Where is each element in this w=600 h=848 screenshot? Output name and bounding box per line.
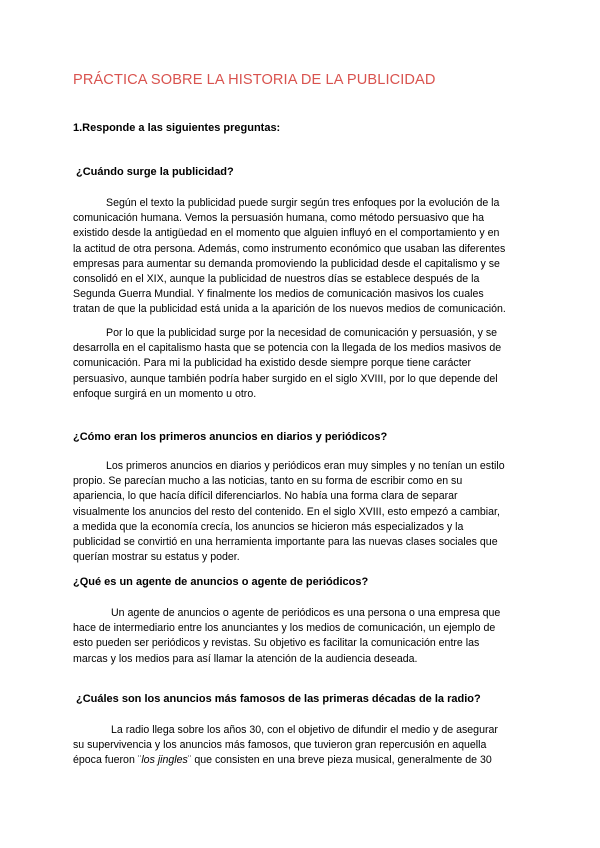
document-title: PRÁCTICA SOBRE LA HISTORIA DE LA PUBLICIDAD [73,72,436,88]
instruction-heading: 1.Responde a las siguientes preguntas: [73,122,281,134]
text-line: la actitud de otra persona. Además, como instrumento económico que usaban las diferentes [73,242,506,255]
answer-paragraph [73,459,529,565]
text-line: existido desde la antigüedad en el momento que alguien influyó en el comportamiento y en [73,227,500,240]
text-line: hace de intermediario entre los anunciantes y los medios de comunicación, un ejemplo de [73,622,496,635]
answer-paragraph [73,723,529,769]
text-line: enfoque surgirá en un momento u otro. [73,387,257,400]
text-line: Según el texto la publicidad puede surgir según tres enfoques por la evolución de la [106,197,500,209]
text-line: Un agente de anuncios o agente de periódicos es una persona o una empresa que [111,607,501,619]
text-line-mixed [73,753,529,768]
text-line: apariencia, lo que hacía difícil diferenciarlos. No había una forma clara de separar [73,490,458,503]
text-line: desarrolla en el capitalismo hasta que se potencia con la llegada de los medios masivos de [73,342,502,355]
text-line: esto pueden ser periódicos y revistas. Su objetivo es facilitar la comunicación entre las [73,637,480,650]
text-line: tratan de que la publicidad está unida a la aparición de los nuevos medios de comunicación. [73,303,506,316]
text-line: querían mostrar su estatus y poder. [73,551,240,564]
text-segment: época fueron ¨ [73,754,142,767]
italic-term: los jingles [141,754,188,767]
text-line: publicidad se convirtió en una herramienta importante para las nuevas clases sociales que [73,536,498,549]
text-line: Los primeros anuncios en diarios y periódicos eran muy simples y no tenían un estilo [106,460,505,472]
text-line: comunicación. Para mi la publicidad ha existido desde siempre porque tiene carácter [73,357,472,370]
text-line: a medida que la economía crecía, los anuncios se hicieron más especializados y la [73,520,464,533]
question-heading: ¿Qué es un agente de anuncios o agente de periódicos? [73,576,369,588]
text-line: La radio llega sobre los años 30, con el objetivo de difundir el medio y de asegurar [111,724,498,736]
text-segment: ¨ que consisten en una breve pieza musical, generalmente de 30 [187,754,492,767]
question-heading: ¿Cómo eran los primeros anuncios en diarios y periódicos? [73,431,388,443]
question-heading: ¿Cuándo surge la publicidad? [76,166,234,178]
text-line: propio. Se parecían mucho a las noticias, tanto en su forma de escribir como en su [73,475,463,488]
text-line: visualmente los anuncios del resto del contenido. En el siglo XVIII, esto empezó a cambiar, [73,505,500,518]
text-line: empresas para aumentar su demanda promoviendo la publicidad desde el capitalismo y se [73,257,500,270]
text-line: persuasivo, aunque también podría haber surgido en el siglo XVIII, por lo que depende del [73,372,498,385]
text-line: Por lo que la publicidad surge por la necesidad de comunicación y persuasión, y se [106,327,498,339]
answer-paragraph [73,606,529,667]
text-line: consolidó en el XIX, aunque la publicidad de nuestros días se establece después de la [73,273,480,286]
question-heading: ¿Cuáles son los anuncios más famosos de las primeras décadas de la radio? [76,693,481,705]
answer-paragraph [73,326,529,402]
text-line: su supervivencia y los anuncios más famosos, que tuvieron gran repercusión en aquella [73,739,487,752]
text-line: comunicación humana. Vemos la persuasión humana, como método persuasivo que ha [73,212,485,225]
answer-paragraph [73,196,529,318]
text-line: marcas y los medios para así llamar la atención de la audiencia deseada. [73,652,418,665]
text-line: Segunda Guerra Mundial. Y finalmente los medios de comunicación masivos los cuales [73,288,484,301]
